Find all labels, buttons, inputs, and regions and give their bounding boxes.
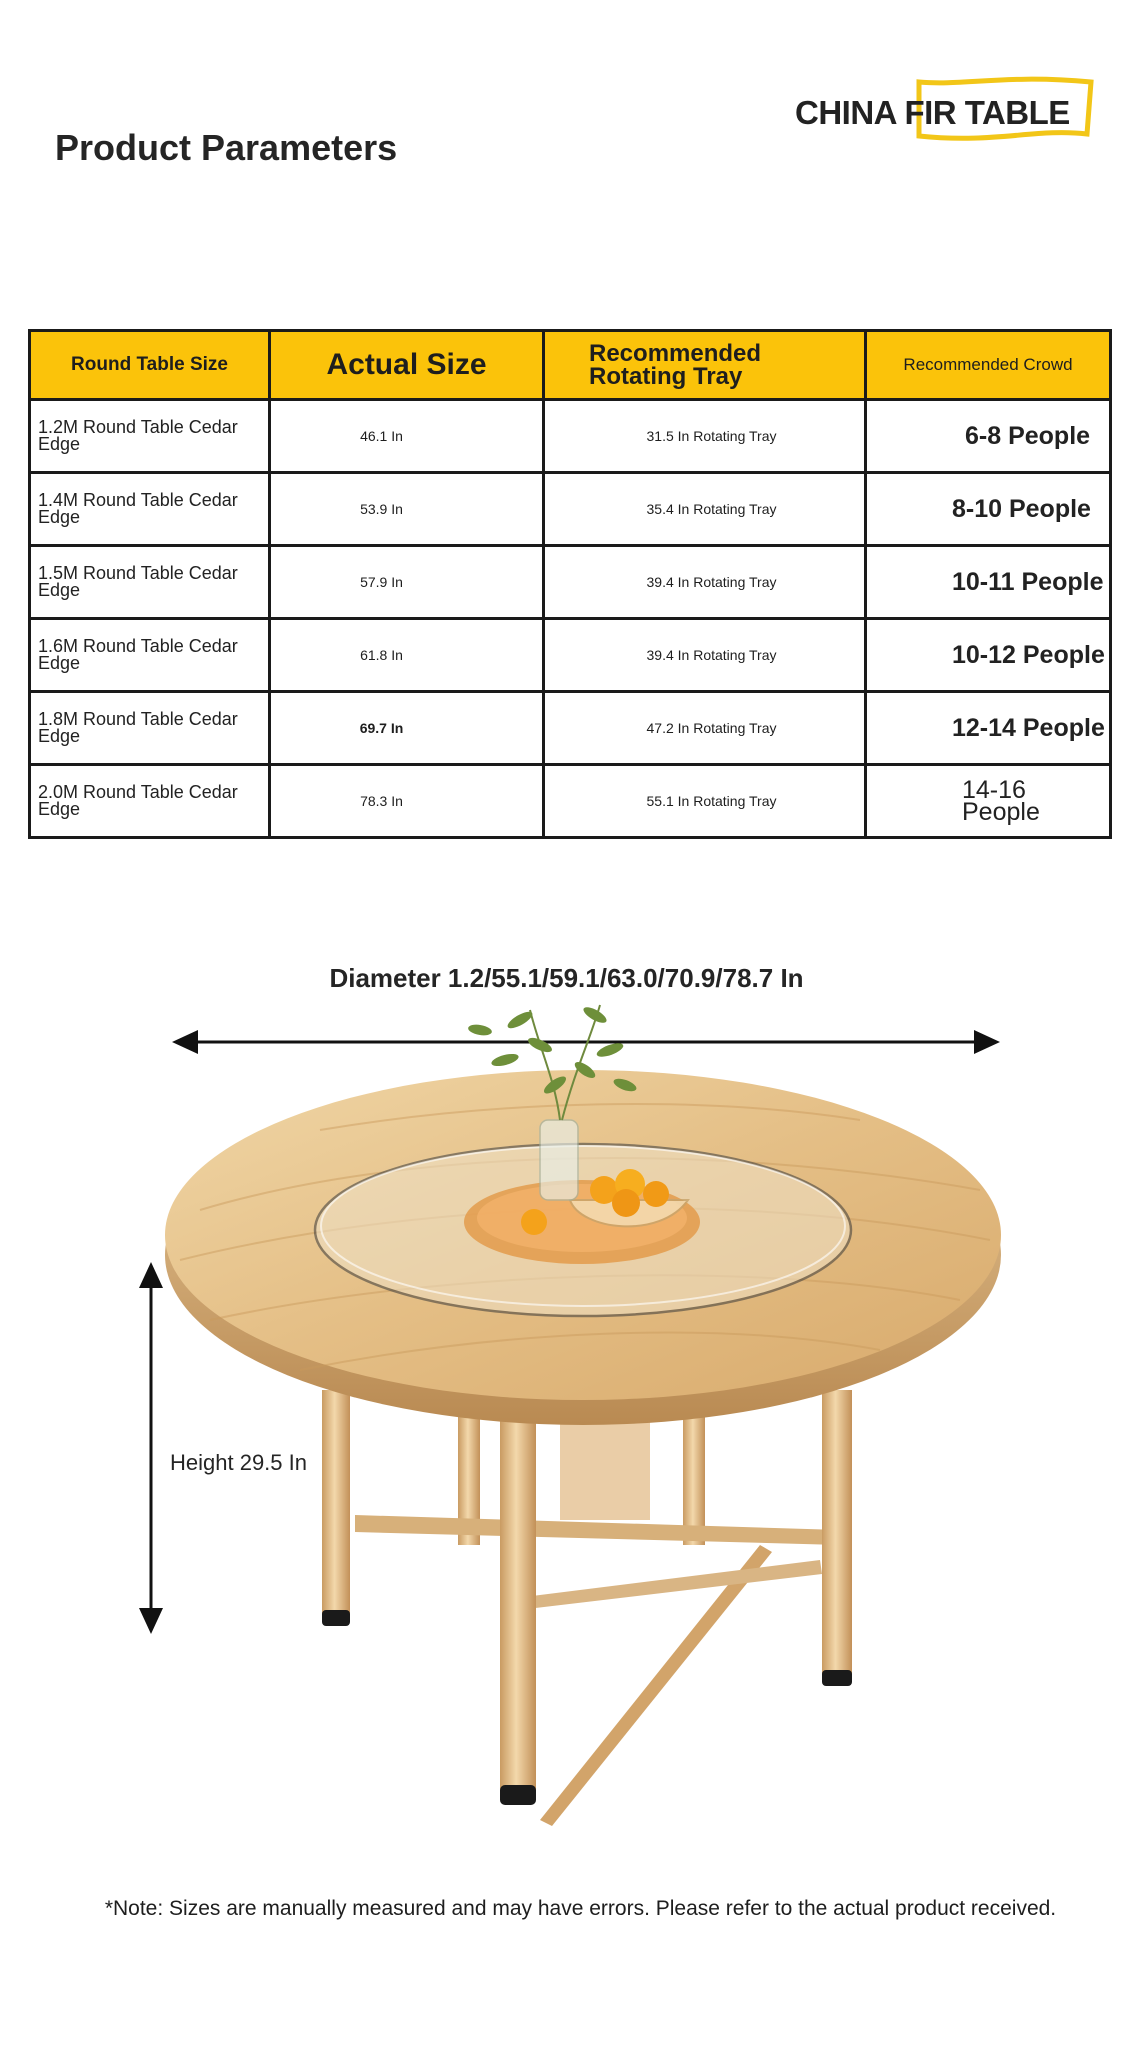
cell-size: 1.8M Round Table Cedar Edge xyxy=(30,692,270,765)
height-label: Height 29.5 In xyxy=(170,1450,307,1475)
cell-size: 1.4M Round Table Cedar Edge xyxy=(30,473,270,546)
double-arrow-vertical-icon xyxy=(139,1262,163,1634)
page-title: Product Parameters xyxy=(55,127,398,168)
header-actual-size: Actual Size xyxy=(270,331,544,400)
cell-tray: 55.1 In Rotating Tray xyxy=(544,765,866,838)
cell-tray: 31.5 In Rotating Tray xyxy=(544,400,866,473)
measurement-note: *Note: Sizes are manually measured and may have errors. Please refer to the actual product received. xyxy=(104,1897,1057,1920)
brand-name: CHINA FIR TABLE xyxy=(795,94,1070,131)
cell-size: 1.2M Round Table Cedar Edge xyxy=(30,400,270,473)
cell-tray: 47.2 In Rotating Tray xyxy=(544,692,866,765)
cell-size: 2.0M Round Table Cedar Edge xyxy=(30,765,270,838)
cell-actual: 57.9 In xyxy=(270,546,544,619)
cell-crowd: 12-14 People xyxy=(866,692,1111,765)
cell-actual: 46.1 In xyxy=(270,400,544,473)
cell-size: 1.6M Round Table Cedar Edge xyxy=(30,619,270,692)
cell-crowd: 6-8 People xyxy=(866,400,1111,473)
cell-tray: 39.4 In Rotating Tray xyxy=(544,546,866,619)
diameter-label: Diameter 1.2/55.1/59.1/63.0/70.9/78.7 In xyxy=(329,963,804,993)
cell-tray: 35.4 In Rotating Tray xyxy=(544,473,866,546)
cell-actual: 69.7 In xyxy=(270,692,544,765)
cell-actual: 61.8 In xyxy=(270,619,544,692)
cell-actual: 78.3 In xyxy=(270,765,544,838)
cell-crowd: 10-11 People xyxy=(866,546,1111,619)
header-rotating-tray: Recommended Rotating Tray xyxy=(544,331,866,400)
cell-crowd: 14-16 People xyxy=(866,765,1111,838)
header-crowd: Recommended Crowd xyxy=(866,331,1111,400)
cell-crowd: 8-10 People xyxy=(866,473,1111,546)
header-table-size: Round Table Size xyxy=(30,331,270,400)
table-legs xyxy=(322,1390,852,1826)
cell-crowd: 10-12 People xyxy=(866,619,1111,692)
double-arrow-horizontal-icon xyxy=(172,1030,1000,1054)
cell-tray: 39.4 In Rotating Tray xyxy=(544,619,866,692)
cell-actual: 53.9 In xyxy=(270,473,544,546)
cell-size: 1.5M Round Table Cedar Edge xyxy=(30,546,270,619)
